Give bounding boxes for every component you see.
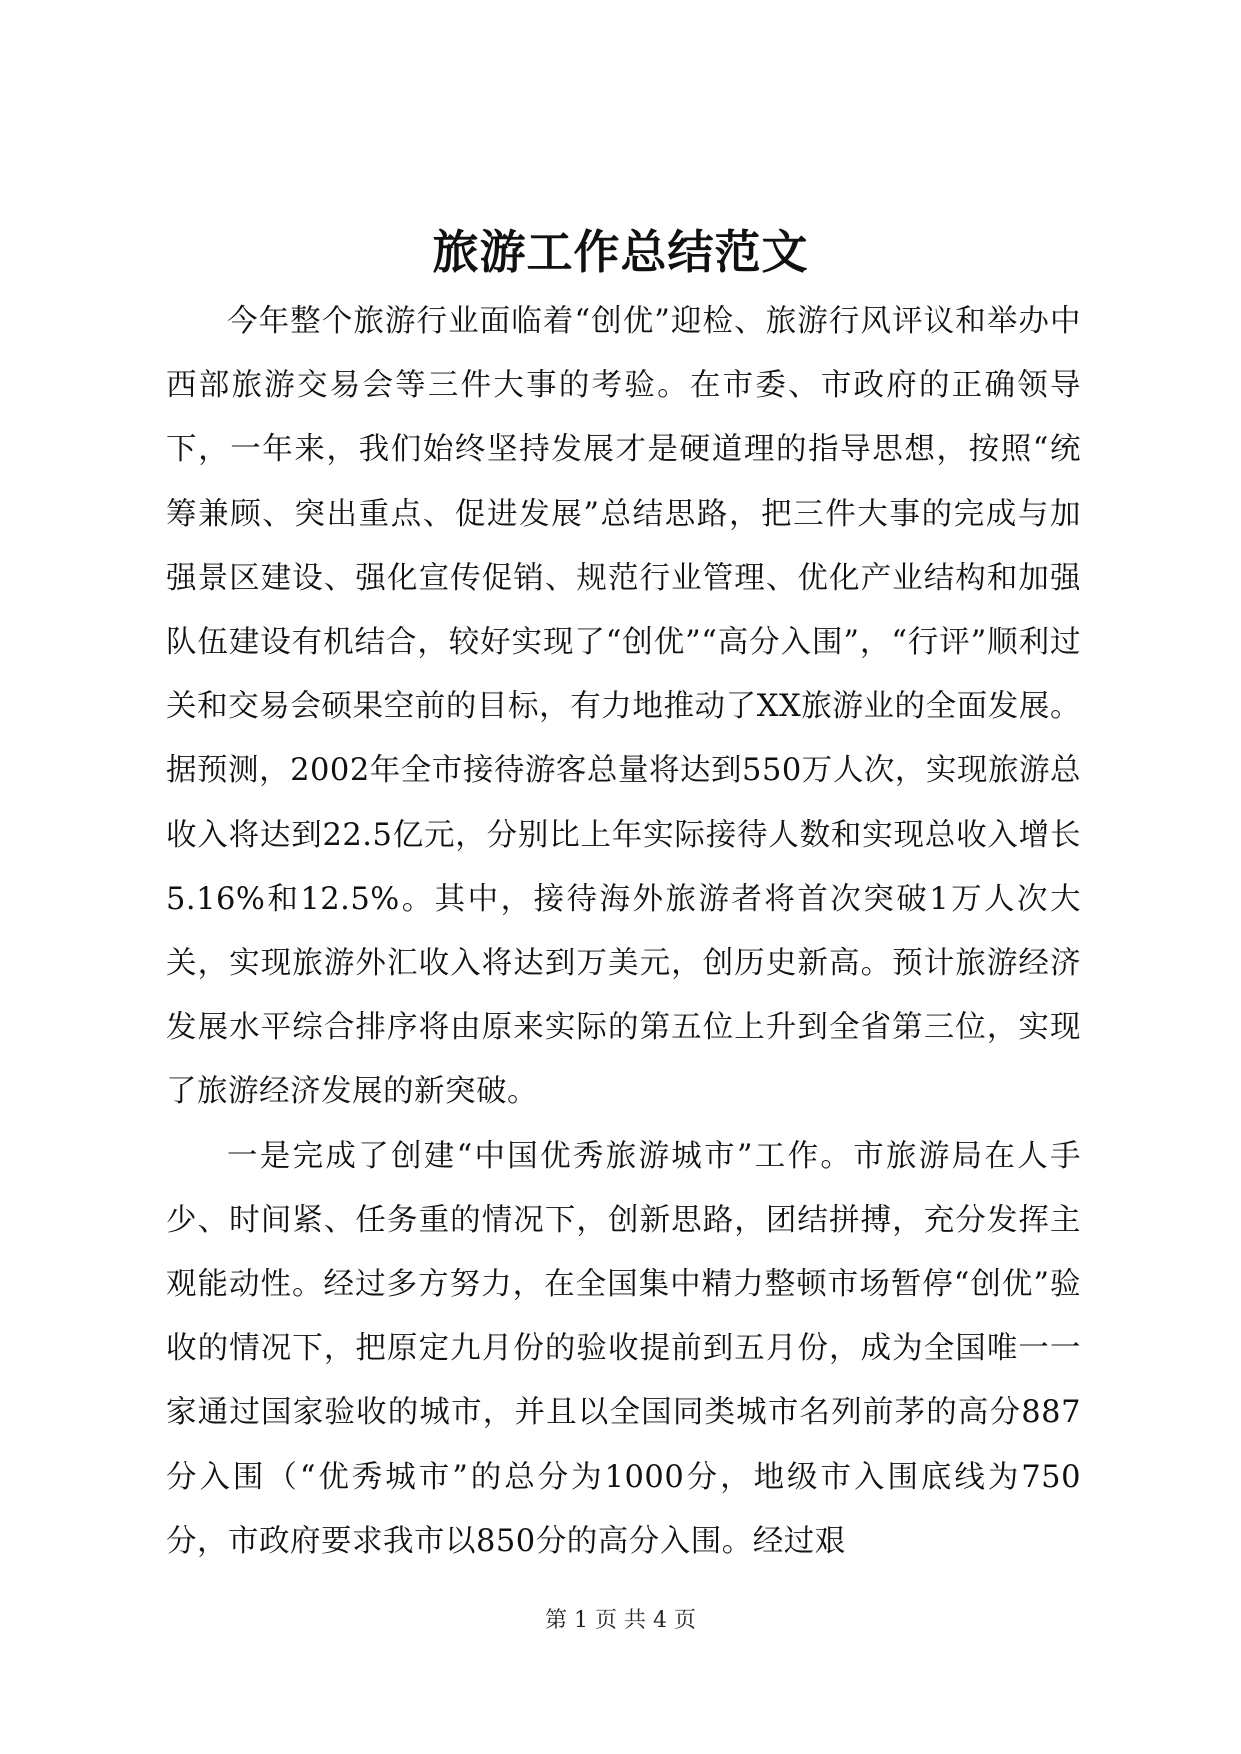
document-body bbox=[166, 290, 1081, 1574]
paragraph-point-one: 一是完成了创建“中国优秀旅游城市”工作。市旅游局在人手少、时间紧、任务重的情况下，创新思路，团结拼搏，充分发挥主观能动性。经过多方努力，在全国集中精力整顿市场暂停“创优”验收的情况下，把原定九月份的验收提前到五月份，成为全国唯一一家通过国家验收的城市，并且以全国同类城市名列前茅的高分887分入围（“优秀城市”的总分为1000分，地级市入围底线为750分，市政府要求我市以850分的高分入围。经过艰 bbox=[166, 1138, 1081, 1559]
document-title: 旅游工作总结范文 bbox=[432, 225, 809, 279]
paragraph-intro: 今年整个旅游行业面临着“创优”迎检、旅游行风评议和举办中西部旅游交易会等三件大事的考验。在市委、市政府的正确领导下，一年来，我们始终坚持发展才是硬道理的指导思想，按照“统筹兼顾、突出重点、促进发展”总结思路，把三件大事的完成与加强景区建设、强化宣传促销、规范行业管理、优化产业结构和加强队伍建设有机结合，较好实现了“创优”“高分入围”，“行评”顺利过关和交易会硕果空前的目标，有力地推动了XX旅游业的全面发展。据预测，2002年全市接待游客总量将达到550万人次，实现旅游总收入将达到22.5亿元，分别比上年实际接待人数和实现总收入增长5.16%和12.5%。其中，接待海外旅游者将首次突破1万人次大关，实现旅游外汇收入将达到万美元，创历史新高。预计旅游经济发展水平综合排序将由原来实际的第五位上升到全省第三位，实现了旅游经济发展的新突破。 bbox=[166, 304, 1081, 1110]
page-number-footer: 第 1 页 共 4 页 bbox=[545, 1608, 696, 1633]
